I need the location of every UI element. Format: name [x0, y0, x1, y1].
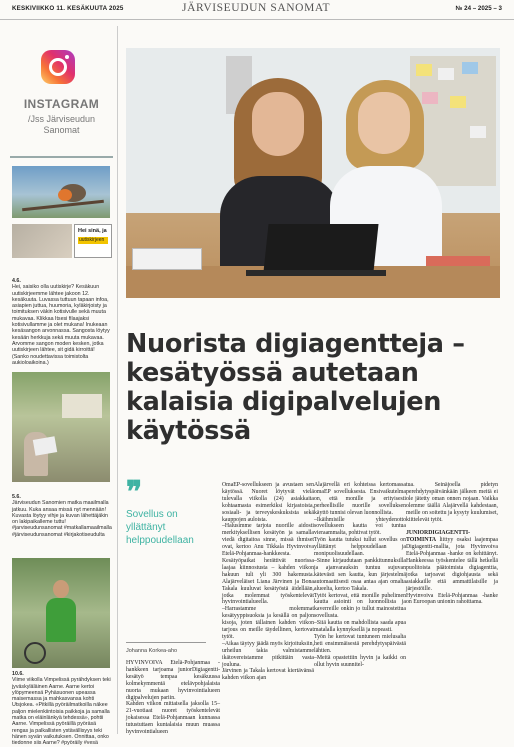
post-text: Hei, saisiko olla uutiskirje? Kesäkuun uutiskirjeemme lähtee jakoon 12. kesäkuuta. Luvassa tuttuun tapaan infoa, asiapien juttua, huumoria, kyläkirjoisty ja toimituksen väkin kotisivulle sekä muuta mukavaa. Klikkaa Itsesi filaajaksi kotisivullamme ja olet mukana! Inukeaan kesäsangon arvonnassa. Sangosta löytyy kesään herkkuja sekä muuta mukavaa. Arvomme sangon moden kesken, jotka uutiskirjeen lähtee, sit gidä kirroittä! (Sanko noudettavissa toimistolta aukioloaikoina.) [12, 284, 110, 366]
masthead [0, 0, 514, 20]
paragraph: tua. Seinäjoella pidetyn perehdytyspäivänkään jälkeen meitä ei ole jätetty oman onnen nojaan. Vaikka olemme täällä Alajärvellä kahdestaan, meille on soitettu ja kysyty kuulumiset, kiittelevät tytöt. [406, 482, 498, 523]
article-column-3: Alajärvellä eri kohteissa kertomassa omaEP sovelluksesta. Ensivaikutelma on, että monille ja erityisesti perheellisille nuorille sovelluksen käyttö tunnisi olevan luonnollista. –Ikäihmisille yhteydenotto sovellukseen kautta voi tuntua vieraammalta, pohtivat tytöt. Työn kautta tutuksi tullut sovellus on yllättänyt helppoudellaan ja monipuolisuudellaan. –Sinne kirjaudutaan pankkitunnuksilla ja ajanvarauksin tuntuu sujuvan kätevästi sen kautta, kun järjestelmä automaattisesti osaa antaa ajan omalta alueelta, kertoo Takala. Tytöt kertovat, että monille puhelimen kautta asiointi on luonnollista ja kaverreille onkin jo tullut mainostettua sovellusta. –Siiä kautta on mahdollista saada apua matalalla kynnyksellä ja nopeasti. Työn he kertovat tuntuneen mielusalta heti ensimmäisestä perehdytyspäivästä lähtien. –Meitä opastettiin hyvin ja kaikki on ollut hyvin suunnitel- [314, 482, 406, 668]
post-travel [12, 494, 112, 538]
article-headline: Nuorista digiagentteja – kesätyössä autetaan kalaisia digipalvelujen käytössä [126, 329, 465, 446]
divider [126, 642, 206, 643]
post-date: 4.6. [12, 278, 21, 284]
newsletter-photo [12, 224, 72, 258]
cyclist-photo [12, 558, 110, 668]
promo-text: Hei sinä, ja [78, 228, 107, 234]
main-photo [126, 48, 500, 298]
subheading: JUNIORDIGIAGENTTI-TOIMINTA [406, 530, 471, 544]
pull-quote [126, 475, 206, 547]
promo-tag: uutiskirjeen [78, 237, 108, 244]
newsletter-promo [74, 224, 112, 258]
newspaper-name: JÄRVISEUDUN SANOMAT [182, 2, 331, 14]
article-column-1: HYVINVOIVA Etelä-Pohjanmaa -hankkeen tarjoama juniorDigiagentti-kesätyö tempaa kesäkuussa kolmekymmentä etelävpohjalaista nuorta mukaan hyvinvointialueen digipalvelujen pariin. Kahden viikon mittaisella jaksolla 15–21-vuotiaat nuoret työskentelevät jokaisessa Etelä-Pohjanmaan kunnassa tutustuttaen kuntalaisia muun muassa hyvinvointialueen [126, 660, 220, 736]
issue-date: KESKIVIIKKO 11. KESÄKUUTA 2025 [12, 5, 124, 12]
post-date: 5.6. [12, 494, 21, 500]
post-text: Viime viikolla Vimpelissä pyrähdyksen teki jyväskyläläinen Aarne. Aarne kertoi ylöpymeensä Pyhäsuonen upeassa maisemassa ja mahkasvansa kohti Utsjokea. «Pitkillä pyöräilmatkoilla näkee paljon mielenkiintoisia paikkoja ja samalla matka on eläinlänkyä tehdessä», pohtii Aarne. Vimpelissä pyöräillä pyöräsä rengas ja palkallisten ystävällisyys teki hänen syvän vaikutuksen. Onnittaa, onko tiedonne siis Aarne? #pyöräily #vesä [12, 677, 111, 747]
travel-photo [12, 372, 110, 482]
instagram-sidebar [10, 26, 113, 747]
column-divider [117, 26, 118, 734]
post-date: 10.6. [12, 671, 24, 677]
instagram-account: /Jss Järviseudun Sanomat [27, 114, 96, 135]
byline: Johanna Korkea-aho [126, 648, 178, 654]
divider [10, 156, 113, 158]
instagram-title: INSTAGRAM [23, 97, 100, 111]
article-column-2: OmaEP-sovellukseen ja avustaen sen käytössä. Nuoret löytyvät vielä tulevalla viikolla (24) asiakkaita kohtaamasta esimerkiksi kirjastoista, sosiaali- ja terveyskeskuksista sekä kauppojen auloista. –Halusimme tarjota nuorille aidosti merkityksellisen kesätyön ja samalla viedä digitaitoa sinne, missä ihmiset ovat, kertoo Anu Tikkala Hyvinvoiva Etelä-Pohjanmaa-hankkeesta. Kesätyöpaikat herättivät nuorissa laajaa kiinnostusta – kahden viikon hakuun tuli yli 300 hakemusta. Alajärveläiset Liana Järvinen ja Bona Takala kuuluvat kesätyöstä äidellään, jotka molemmat työskentelevät hyvinvointialueella. –Harrastamme molemmat kesätyyppisuoksia ja kesällä on paljon kisoja, joten tällainen kahden viikon tarjous on meille täydellinen, kertovat tytöt. –Aikaa täytyy jäädä myös kirjoituksiin, urheilun takia valmistamme ikätovereistamme pitkittäin vasta jouluna. Järvinen ja Takala kertovat kiertävänsä kahden viikon ajan [222, 482, 314, 682]
laptop [263, 224, 378, 272]
quote-icon: ❞ [126, 475, 143, 510]
issue-number: № 24 – 2025 – 3 [455, 5, 502, 12]
instagram-icon [41, 50, 75, 84]
post-cyclist [12, 671, 112, 747]
paragraph: liittyy osaksi laajempaa Digiagentti-mallia, jota Hyvinvoiva Etelä-Pohjanmaa -hanke on kehittänyt. Hankkeessa työskentelee tällä hetkellä puolitoista päätoimista digiagenttia, jotka tarjoavat digiohjausta sekä asiakkaille että ammattilaisille ja järjestöille. Hyvinvoiva Etelä-Pohjanmaa -hanke on Euroopan unionin rahoittama. [406, 537, 498, 606]
pull-quote-text: Sovellus on yllättänyt helppoudellaan [126, 509, 194, 546]
post-newsletter [12, 278, 112, 366]
post-text: Järviseudun Sanomien matka maailmalla jatkuu. Kuka ansaa missä nyt mennään! Kuvasta löytyy vihje ja kuvan lähettäjäkin on lakipaikalleme tuttu! #jarviseudunsanomat #matkallamaailmalla #järviseudunsanomat #kirjakotiseudulta [12, 500, 112, 538]
article-column-4 [406, 482, 498, 606]
robin-photo [12, 166, 110, 218]
